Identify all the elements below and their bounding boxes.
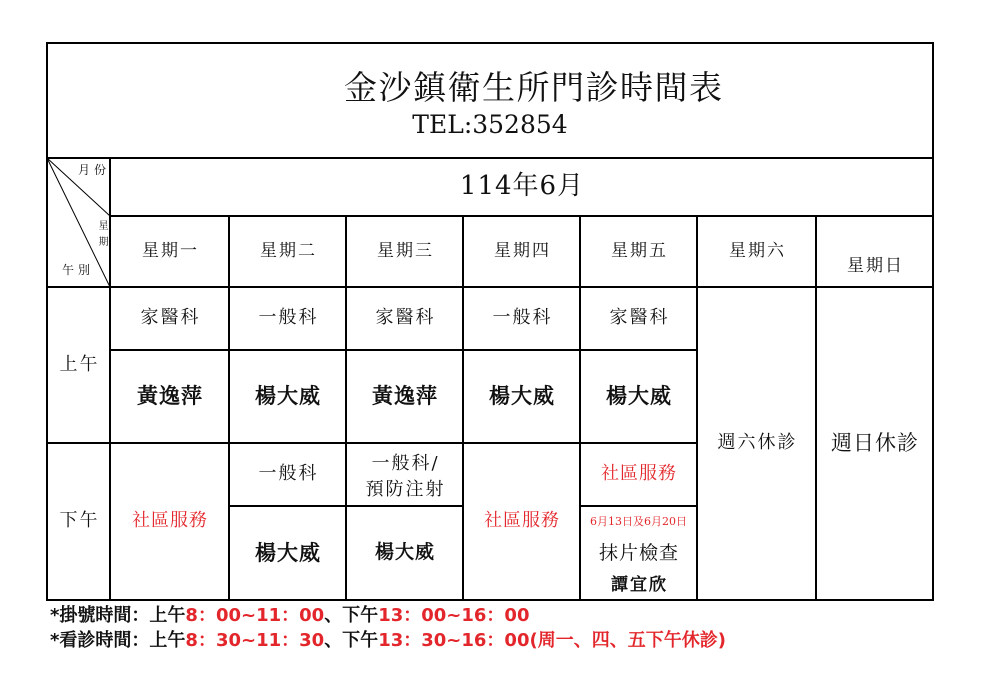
- doctor-name: 黃逸萍: [137, 383, 203, 409]
- dept-text: 一般科/: [371, 452, 440, 474]
- community-service-text: 社區服務: [601, 463, 677, 485]
- corner-month-label: 月份: [78, 163, 111, 177]
- morning-dept-thu: [463, 287, 580, 350]
- closed-text: 週六休診: [717, 432, 798, 454]
- community-service-text: 社區服務: [132, 510, 208, 532]
- weekday-header-sun: [816, 216, 933, 287]
- weekday-label: 星期三: [377, 240, 434, 261]
- saturday-closed: [697, 287, 816, 600]
- dept-text: 家醫科: [609, 307, 670, 329]
- pap-smear-dates-text: 6月13日及6月20日: [590, 514, 687, 528]
- consultation-afternoon-hours: 13：30~16：00(周一、四、五下午休診): [378, 630, 726, 651]
- period-label-text: 上午: [59, 353, 100, 375]
- registration-morning-hours: 8：00~11：00: [185, 605, 325, 626]
- afternoon-dept-wed-line1: [346, 452, 463, 476]
- doctor-name: 譚宜欣: [611, 575, 668, 596]
- phone-number-text: TEL:352854: [412, 109, 568, 139]
- weekday-header-tue: [229, 216, 346, 287]
- weekday-header-mon: [110, 216, 229, 287]
- registration-hours-note: [50, 605, 529, 627]
- registration-afternoon-hours: 13：00~16：00: [378, 605, 530, 626]
- weekday-label: 星期六: [729, 240, 786, 261]
- dept-text: 一般科: [258, 307, 319, 329]
- community-service-text: 社區服務: [484, 510, 560, 532]
- weekday-label: 星期二: [260, 240, 317, 261]
- dept-text: 家醫科: [140, 307, 201, 329]
- morning-dept-fri: [580, 287, 697, 350]
- consultation-label: *看診時間：上午: [50, 630, 186, 651]
- consultation-afternoon-label: 、下午: [324, 630, 379, 651]
- weekday-label: 星期一: [142, 240, 199, 261]
- morning-doctor-tue: [229, 350, 346, 443]
- afternoon-doctor-fri: [580, 574, 697, 598]
- morning-dept-tue: [229, 287, 346, 350]
- registration-afternoon-label: 、下午: [324, 605, 379, 626]
- weekday-header-wed: [346, 216, 463, 287]
- morning-doctor-mon: [110, 350, 229, 443]
- doctor-name: 黃逸萍: [372, 383, 438, 409]
- afternoon-dept-tue: [229, 443, 346, 506]
- weekday-label: 星期四: [494, 240, 551, 261]
- dept-text: 預防注射: [365, 478, 446, 500]
- consultation-hours-note: [50, 630, 726, 652]
- weekday-label: 星期五: [611, 240, 668, 261]
- dept-text: 一般科: [258, 463, 319, 485]
- page-title-text: 金沙鎮衛生所門診時間表: [344, 68, 724, 108]
- weekday-header-fri: [580, 216, 697, 287]
- period-label-text: 下午: [59, 510, 100, 532]
- consultation-morning-hours: 8：30~11：30: [185, 630, 325, 651]
- period-label-morning: [47, 287, 110, 443]
- weekday-label: 星期日: [847, 256, 904, 277]
- dept-text: 家醫科: [375, 307, 436, 329]
- dept-text: 一般科: [492, 307, 553, 329]
- month-header: [110, 158, 933, 216]
- weekday-header-thu: [463, 216, 580, 287]
- doctor-name: 楊大威: [255, 383, 321, 409]
- afternoon-service-thu: [463, 443, 580, 600]
- morning-doctor-thu: [463, 350, 580, 443]
- afternoon-service-fri: [580, 443, 697, 506]
- page-title: [333, 67, 733, 109]
- weekday-header-sat: [697, 216, 816, 287]
- registration-label: *掛號時間：上午: [50, 605, 186, 626]
- morning-dept-mon: [110, 287, 229, 350]
- doctor-name: 楊大威: [374, 541, 435, 564]
- afternoon-dept-wed-line2: [346, 478, 463, 502]
- corner-weekday-label: 星期: [96, 220, 107, 252]
- closed-text: 週日休診: [831, 431, 919, 456]
- afternoon-doctor-wed: [346, 506, 463, 600]
- doctor-name: 楊大威: [606, 383, 672, 409]
- morning-doctor-wed: [346, 350, 463, 443]
- sunday-closed: [816, 287, 933, 600]
- doctor-name: 楊大威: [255, 539, 321, 565]
- pap-smear-exam: [580, 541, 697, 567]
- afternoon-doctor-tue: [229, 506, 346, 600]
- afternoon-service-mon: [110, 443, 229, 600]
- corner-period-label: 午別: [62, 263, 95, 277]
- morning-doctor-fri: [580, 350, 697, 443]
- phone-number: [47, 111, 933, 139]
- doctor-name: 楊大威: [489, 383, 555, 409]
- month-text: 114年6月: [459, 171, 585, 202]
- period-label-afternoon: [47, 443, 110, 600]
- morning-dept-wed: [346, 287, 463, 350]
- pap-smear-dates: [580, 512, 697, 532]
- exam-text: 抹片檢查: [598, 542, 679, 565]
